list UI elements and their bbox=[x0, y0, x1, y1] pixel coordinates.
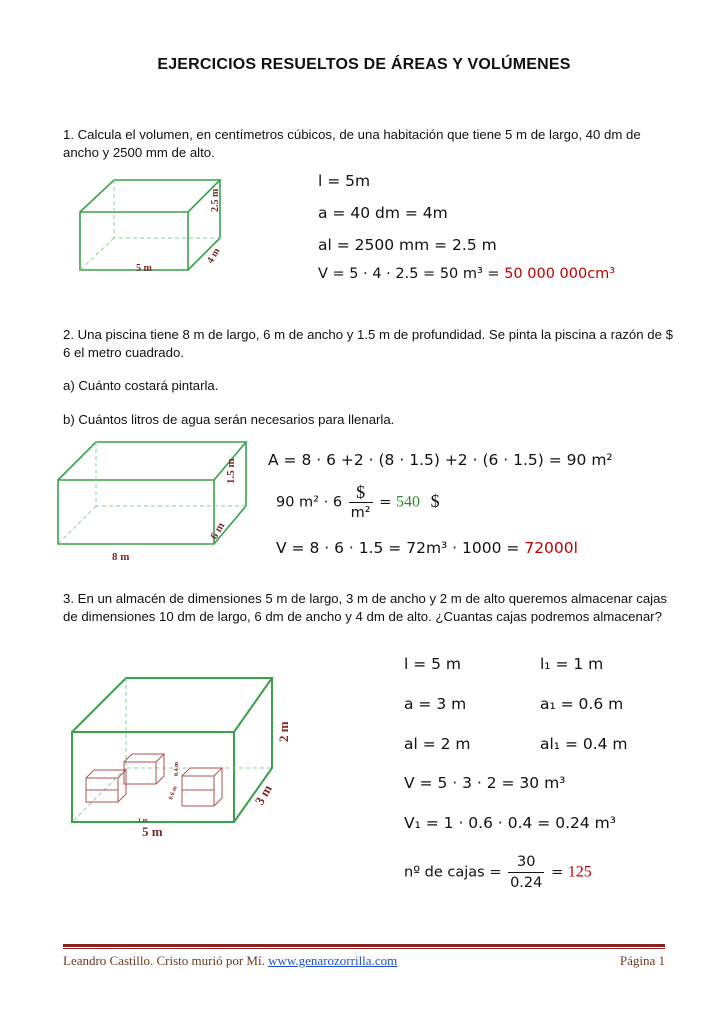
ex3-label-box-len: 1 m bbox=[138, 818, 148, 824]
ex1-height-eq: al = 2500 mm = 2.5 m bbox=[318, 236, 497, 254]
ex2-cost-den: m² bbox=[350, 505, 371, 521]
ex3-boxes-fraction bbox=[508, 852, 544, 893]
ex3-width-eq: a = 3 m bbox=[404, 695, 467, 713]
ex2-volume-result: 72000l bbox=[524, 539, 578, 557]
ex3-label-length: 5 m bbox=[142, 824, 163, 839]
ex1-label-depth: 4 m bbox=[205, 246, 223, 266]
ex3-box-width-eq: a₁ = 0.6 m bbox=[540, 695, 624, 713]
ex3-label-height: 2 m bbox=[276, 721, 291, 742]
ex3-small-boxes bbox=[86, 754, 222, 806]
footer-author: Leandro Castillo. Cristo murió por Mí. bbox=[63, 953, 269, 968]
ex1-volume-eq bbox=[318, 266, 615, 282]
ex1-length-eq: l = 5m bbox=[318, 172, 371, 190]
footer-credit bbox=[63, 953, 397, 969]
page-title: EJERCICIOS RESUELTOS DE ÁREAS Y VOLÚMENES bbox=[157, 56, 571, 73]
ex3-box-height-eq: al₁ = 0.4 m bbox=[540, 735, 628, 753]
ex3-boxes-equals: = bbox=[550, 864, 564, 881]
footer-page-number: Página 1 bbox=[619, 953, 665, 968]
ex1-volume-main: V = 5 · 4 · 2.5 = 50 m³ = bbox=[318, 266, 505, 282]
exercise-2-part-a: a) Cuánto costará pintarla. bbox=[63, 378, 219, 393]
exercise-2-text: 2. Una piscina tiene 8 m de largo, 6 m de ancho y 1.5 m de profundidad. Se pinta la piscina a razón de $ 6 el metro cuadrado. bbox=[63, 327, 673, 360]
ex3-height-eq: al = 2 m bbox=[404, 735, 471, 753]
exercise-2-part-b: b) Cuántos litros de agua serán necesarios para llenarla. bbox=[63, 412, 395, 427]
ex1-label-height: 2.5 m bbox=[210, 188, 221, 212]
ex2-pool-figure bbox=[50, 436, 250, 566]
ex1-box-front bbox=[80, 212, 188, 270]
ex1-box-figure bbox=[72, 168, 252, 288]
ex3-volume-eq: V = 5 · 3 · 2 = 30 m³ bbox=[404, 774, 566, 792]
ex3-label-box-depth: 0.6 m bbox=[168, 785, 179, 801]
ex2-label-depth: 6 m bbox=[208, 520, 228, 542]
ex3-boxes-num: 30 bbox=[508, 852, 544, 873]
ex1-volume-result: 50 000 000cm³ bbox=[504, 266, 616, 282]
ex2-cost-num: $ bbox=[349, 482, 373, 503]
ex2-cost-unit: $ bbox=[430, 490, 440, 511]
ex3-boxes-eq bbox=[404, 852, 592, 893]
footer-rule bbox=[63, 944, 665, 947]
ex3-label-box-height: 0.4 m bbox=[174, 762, 180, 776]
ex2-area-eq: A = 8 · 6 +2 · (8 · 1.5) +2 · (6 · 1.5) = 90 m² bbox=[268, 451, 613, 469]
ex2-label-length: 8 m bbox=[112, 551, 130, 563]
ex2-cost-equals: = bbox=[379, 494, 392, 511]
ex1-box-top bbox=[80, 180, 220, 212]
ex3-length-eq: l = 5 m bbox=[404, 655, 462, 673]
ex3-boxes-den: 0.24 bbox=[510, 875, 543, 891]
ex3-warehouse-figure bbox=[62, 672, 302, 842]
ex1-width-eq: a = 40 dm = 4m bbox=[318, 204, 448, 222]
exercise-3-text: 3. En un almacén de dimensiones 5 m de largo, 3 m de ancho y 2 m de alto queremos almacenar cajas de dimensiones 10 dm de largo, 6 dm de ancho y 4 dm de alto. ¿Cuantas cajas podremos almacenar? bbox=[63, 591, 668, 624]
ex3-boxes-result: 125 bbox=[567, 863, 592, 881]
ex3-boxes-label: nº de cajas = bbox=[404, 864, 502, 881]
ex2-cost-left: 90 m² · 6 bbox=[276, 494, 343, 511]
ex3-label-depth: 3 m bbox=[251, 782, 275, 808]
ex2-label-height: 1.5 m bbox=[225, 458, 237, 484]
ex2-cost-result: 540 bbox=[395, 493, 420, 511]
ex1-label-length: 5 m bbox=[136, 263, 152, 274]
footer-link[interactable]: www.genarozorrilla.com bbox=[268, 953, 398, 968]
ex2-volume-main: V = 8 · 6 · 1.5 = 72m³ · 1000 = bbox=[276, 539, 525, 557]
exercise-1-text: 1. Calcula el volumen, en centímetros cúbicos, de una habitación que tiene 5 m de largo, 40 dm de ancho y 2500 mm de alto. bbox=[63, 127, 641, 160]
ex2-volume-eq bbox=[276, 539, 578, 557]
ex3-box-length-eq: l₁ = 1 m bbox=[540, 655, 604, 673]
footer-rule-thin bbox=[63, 948, 665, 949]
ex2-cost-eq bbox=[276, 482, 440, 523]
ex2-cost-fraction bbox=[349, 482, 373, 523]
ex3-box-volume-eq: V₁ = 1 · 0.6 · 0.4 = 0.24 m³ bbox=[404, 814, 616, 832]
